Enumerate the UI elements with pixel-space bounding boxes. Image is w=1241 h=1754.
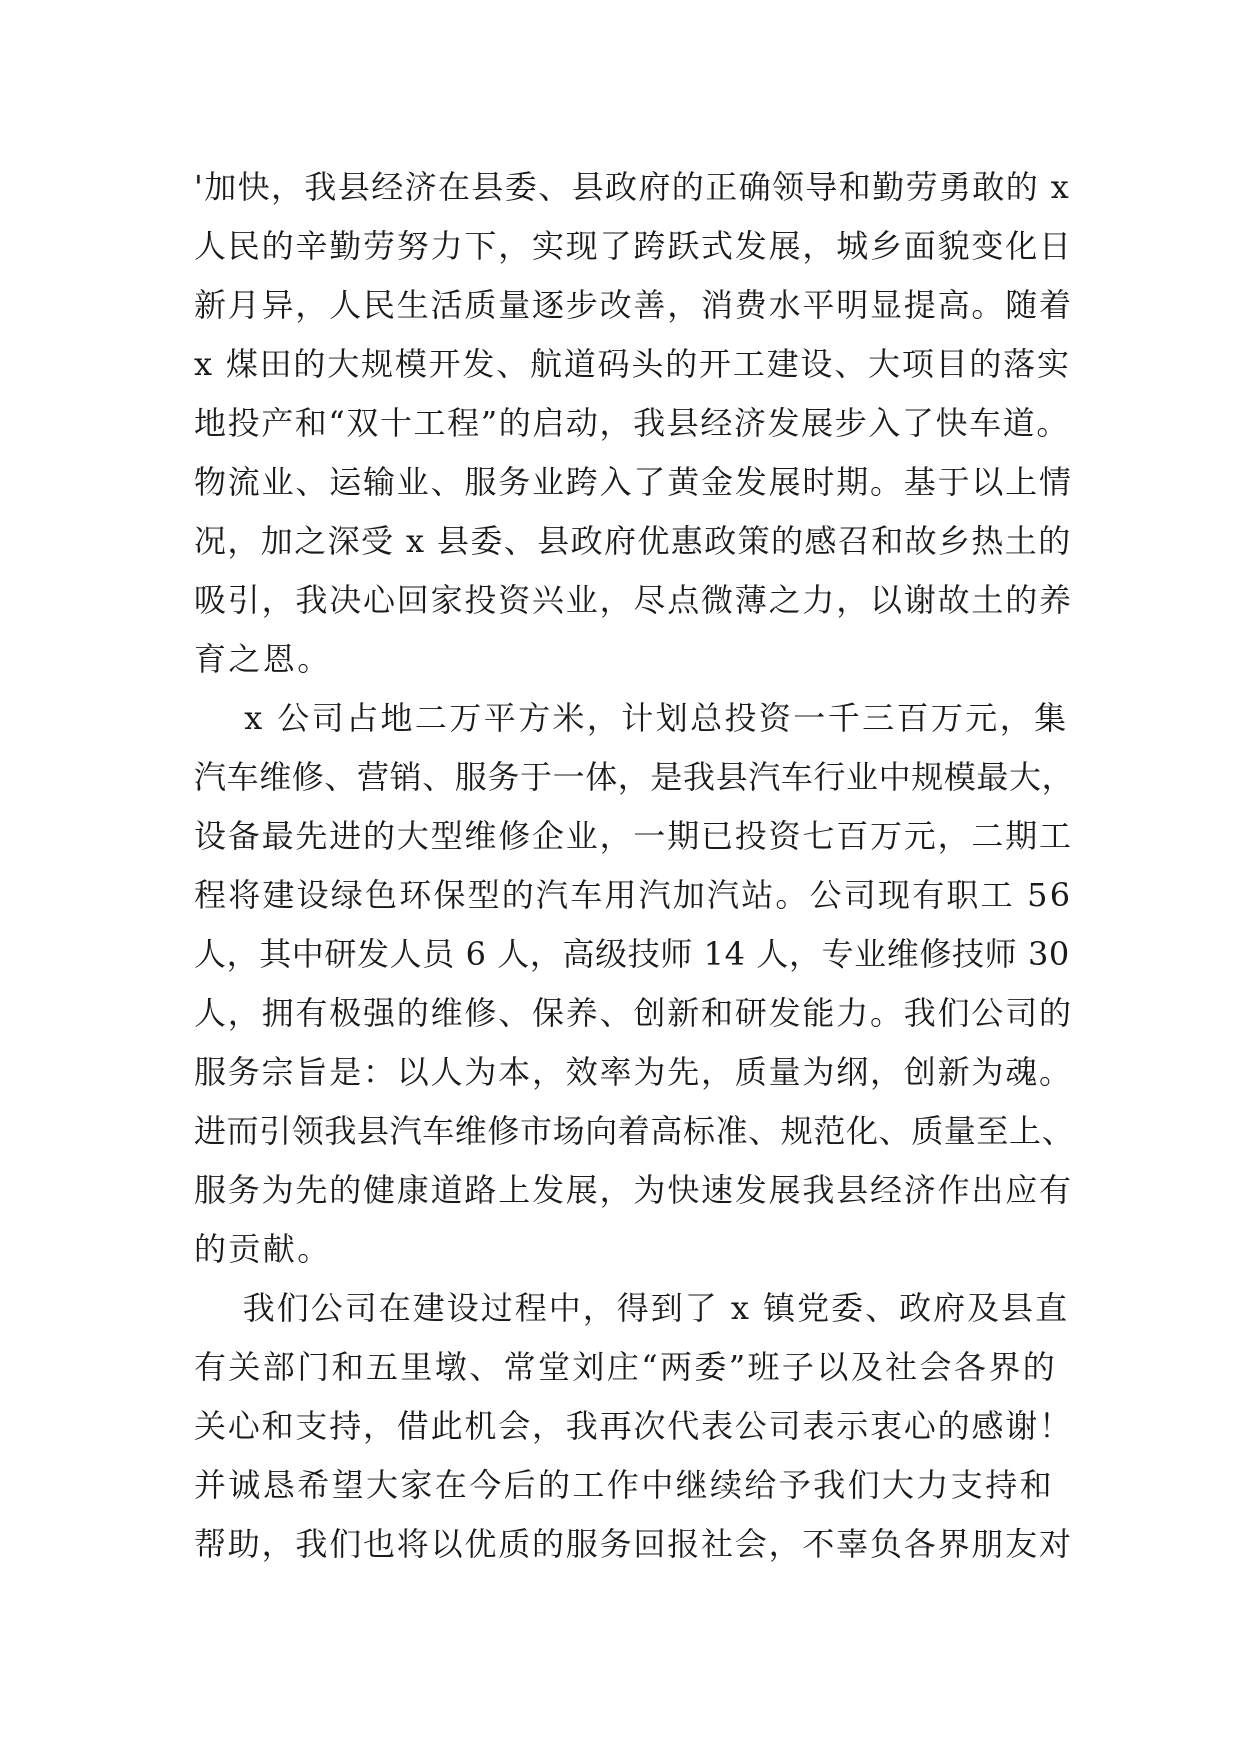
body-text [194,158,1074,1574]
text-line: 进而引领我县汽车维修市场向着高标准、规范化、质量至上、 [194,1112,1075,1150]
text-line: 设备最先进的大型维修企业，一期已投资七百万元，二期工 [194,817,1073,855]
text-line: 程将建设绿色环保型的汽车用汽加汽站。公司现有职工 56 [194,876,1073,914]
text-line: 服务为先的健康道路上发展，为快速发展我县经济作出应有 [194,1171,1073,1209]
text-line: '加快，我县经济在县委、县政府的正确领导和勤劳勇敢的 x [194,168,1071,206]
text-line: x 煤田的大规模开发、航道码头的开工建设、大项目的落实 [194,345,1071,383]
text-line: 吸引，我决心回家投资兴业，尽点微薄之力，以谢故土的养 [194,581,1073,619]
text-line: 关心和支持，借此机会，我再次代表公司表示衷心的感谢！ [194,1407,1073,1445]
text-line: 并诚恳希望大家在今后的工作中继续给予我们大力支持和 [194,1466,1055,1504]
text-line: 我们公司在建设过程中，得到了 x 镇党委、政府及县直 [194,1289,1070,1327]
text-line: 况，加之深受 x 县委、县政府优惠政策的感召和故乡热土的 [194,522,1072,560]
text-line: 物流业、运输业、服务业跨入了黄金发展时期。基于以上情 [194,463,1073,501]
text-line: 人，其中研发人员 6 人，高级技师 14 人，专业维修技师 30 [194,935,1070,973]
text-line: 有关部门和五里墩、常堂刘庄“两委”班子以及社会各界的 [194,1348,1058,1386]
text-line: x 公司占地二万平方米，计划总投资一千三百万元，集 [194,699,1069,737]
text-line: 帮助，我们也将以优质的服务回报社会，不辜负各界朋友对 [194,1525,1073,1563]
text-line: 的贡献。 [194,1230,332,1268]
text-line: 服务宗旨是：以人为本，效率为先，质量为纲，创新为魂。 [194,1053,1073,1091]
text-line: 汽车维修、营销、服务于一体，是我县汽车行业中规模最大， [194,758,1075,796]
text-line: 人，拥有极强的维修、保养、创新和研发能力。我们公司的 [194,994,1073,1032]
text-line: 地投产和“双十工程”的启动，我县经济发展步入了快车道。 [194,404,1070,442]
text-line: 人民的辛勤劳努力下，实现了跨跃式发展，城乡面貌变化日 [194,227,1073,265]
text-line: 新月异，人民生活质量逐步改善，消费水平明显提高。随着 [194,286,1073,324]
text-line: 育之恩。 [194,640,332,678]
